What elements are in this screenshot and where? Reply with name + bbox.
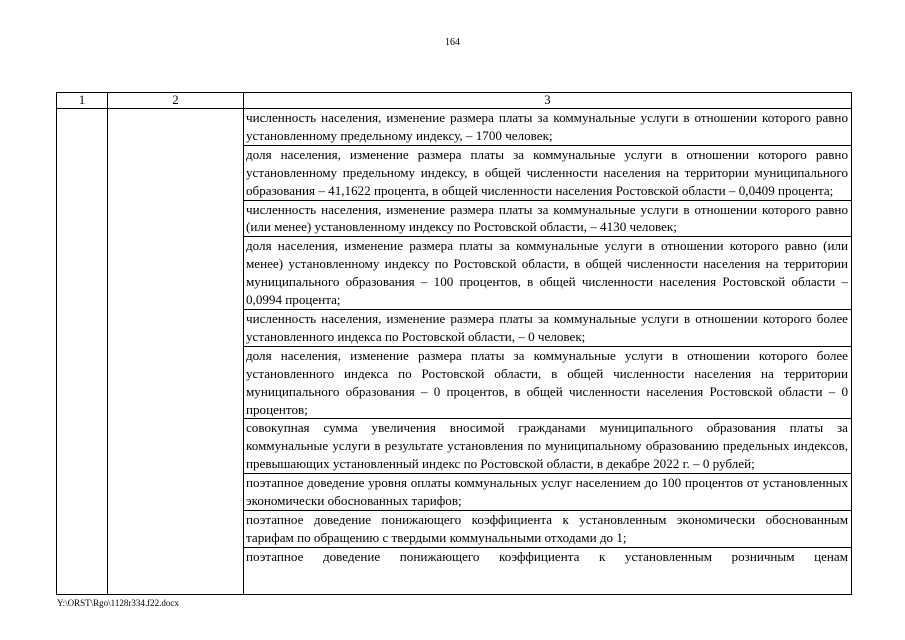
page-number: 164: [445, 37, 460, 48]
paragraph-5: численность населения, изменение размера платы за коммунальные услуги в отношении которого более установленного индекса по Ростовской области, – 0 человек;: [244, 310, 851, 347]
header-col-2: 2: [108, 93, 244, 109]
paragraph-3: численность населения, изменение размера платы за коммунальные услуги в отношении которого равно (или менее) установленному индексу по Ростовской области, – 4130 человек;: [244, 201, 851, 238]
header-col-3: 3: [244, 93, 852, 109]
header-col-1: 1: [57, 93, 108, 109]
table-header-row: [57, 93, 852, 109]
paragraph-7: совокупная сумма увеличения вносимой гражданами муниципального образования платы за коммунальные услуги в результате установления по муниципальному образованию предельных индексов, превышающих установленный индекс по Ростовской области, в декабре 2022 г. – 0 рублей;: [244, 419, 851, 474]
table-row: [57, 109, 852, 595]
row-col-3: [244, 109, 852, 595]
document-table: [56, 92, 852, 595]
row-col-2: [108, 109, 244, 595]
text-cell: [244, 109, 851, 594]
row-col-1: [57, 109, 108, 595]
paragraph-6: доля населения, изменение размера платы за коммунальные услуги в отношении которого более установленного индекса по Ростовской области, в общей численности населения на территории муниципального образования – 0 процентов, в общей численности населения Ростовской области – 0 процентов;: [244, 347, 851, 420]
paragraph-2: доля населения, изменение размера платы за коммунальные услуги в отношении которого равно установленному предельному индексу, в общей численности населения на территории муниципального образования – 41,1622 процента, в общей численности населения Ростовской области – 0,0409 процента;: [244, 146, 851, 201]
paragraph-10: поэтапное доведение понижающего коэффициента к установленным розничным ценам: [246, 548, 848, 564]
paragraph-1: численность населения, изменение размера платы за коммунальные услуги в отношении которого равно установленному предельному индексу, – 1700 человек;: [244, 109, 851, 146]
paragraph-4: доля населения, изменение размера платы за коммунальные услуги в отношении которого равно (или менее) установленному индексу по Ростовской области, в общей численности населения на территории муниципального образования – 100 процентов, в общей численности населения Ростовской области – 0,0994 процента;: [244, 237, 851, 310]
footer-file-path: Y:\ORST\Rgo\1128r334.f22.docx: [57, 598, 179, 608]
paragraph-8: поэтапное доведение уровня оплаты коммунальных услуг населением до 100 процентов от установленных экономически обоснованных тарифов;: [244, 474, 851, 511]
paragraph-9: поэтапное доведение понижающего коэффициента к установленным экономически обоснованным тарифам по обращению с твердыми коммунальными отходами до 1;: [244, 511, 851, 548]
